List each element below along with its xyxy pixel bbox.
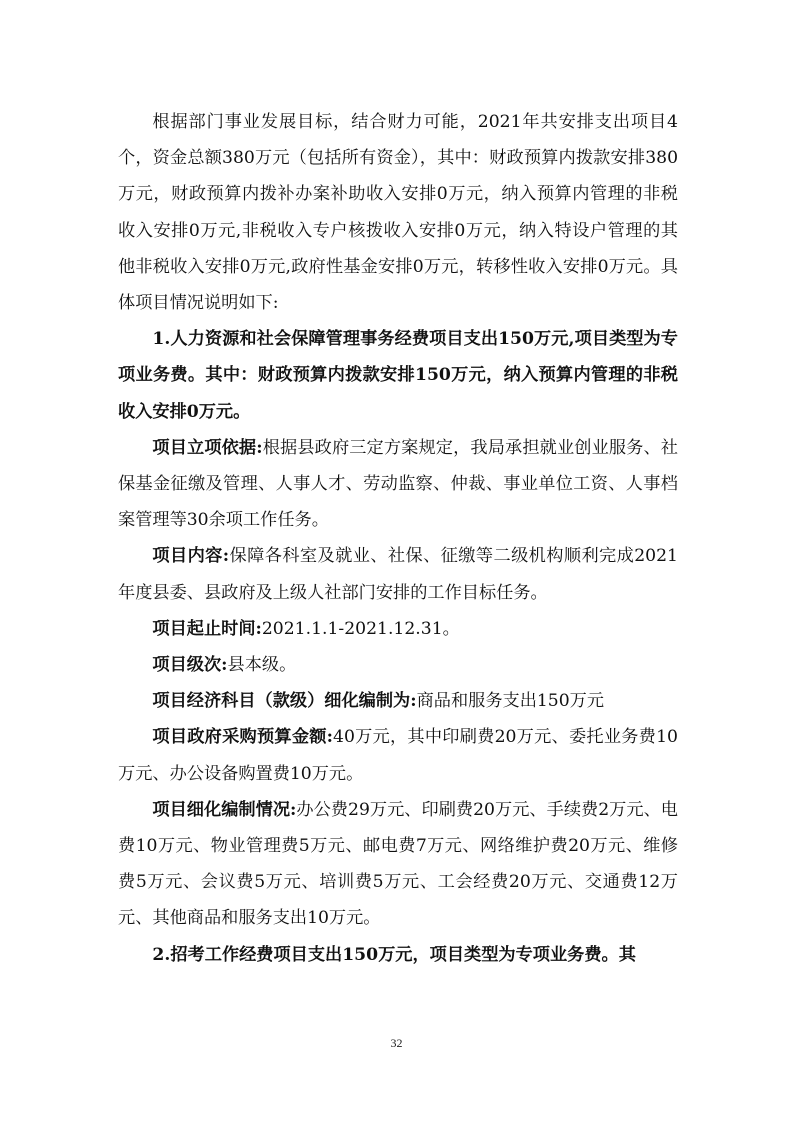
page-number: 32 bbox=[390, 1036, 403, 1050]
project-time-text: 2021.1.1-2021.12.31。 bbox=[261, 618, 460, 639]
project-detail-label: 项目细化编制情况: bbox=[152, 799, 297, 820]
project-time-label: 项目起止时间: bbox=[152, 618, 262, 639]
project-econ-label: 项目经济科目（款级）细化编制为: bbox=[152, 691, 417, 712]
project-purchase-label: 项目政府采购预算金额: bbox=[152, 727, 334, 748]
project-level-paragraph bbox=[118, 647, 678, 683]
project-basis-label: 项目立项依据: bbox=[152, 437, 263, 458]
project-content-paragraph bbox=[118, 538, 678, 610]
project-econ-text: 商品和服务支出150万元 bbox=[416, 691, 605, 712]
intro-paragraph: 根据部门事业发展目标，结合财力可能，2021年共安排支出项目4个，资金总额380万元（包括所有资金），其中：财政预算内拨款安排380万元，财政预算内拨补办案补助收入安排0万元，纳入预算内管理的非税收入安排0万元,非税收入专户核拨收入安排0万元，纳入特设户管理的其他非税收入安排0万元,政府性基金安排0万元，转移性收入安排0万元。具体项目情况说明如下: bbox=[118, 112, 678, 314]
project-detail-paragraph bbox=[118, 792, 678, 937]
project-econ-paragraph bbox=[118, 683, 678, 719]
document-body bbox=[118, 104, 678, 973]
project-purchase-paragraph bbox=[118, 719, 678, 791]
project-purchase-text: 40万元，其中印刷费20万元、委托业务费10万元、办公设备购置费10万元。 bbox=[118, 727, 678, 784]
project-detail-text: 办公费29万元、印刷费20万元、手续费2万元、电费10万元、物业管理费5万元、邮电费7万元、网络维护费20万元、维修费5万元、会议费5万元、培训费5万元、工会经费20万元、交通费12万元、其他商品和服务支出10万元。 bbox=[118, 799, 678, 929]
project-content-text: 保障各科室及就业、社保、征缴等二级机构顺利完成2021年度县委、县政府及上级人社部门安排的工作目标任务。 bbox=[118, 546, 678, 603]
project-basis-paragraph bbox=[118, 430, 678, 539]
project-level-label: 项目级次: bbox=[152, 655, 228, 676]
project-time-paragraph bbox=[118, 611, 678, 647]
project-basis-text: 根据县政府三定方案规定，我局承担就业创业服务、社保基金征缴及管理、人事人才、劳动监察、仲裁、事业单位工资、人事档案管理等30余项工作任务。 bbox=[118, 437, 678, 531]
project-2-heading: 2.招考工作经费项目支出150万元，项目类型为专项业务费。其 bbox=[152, 944, 636, 965]
project-level-text: 县本级。 bbox=[227, 655, 297, 676]
project-1-heading: 1.人力资源和社会保障管理事务经费项目支出150万元,项目类型为专项业务费。其中：财政预算内拨款安排150万元，纳入预算内管理的非税收入安排0万元。 bbox=[118, 329, 678, 422]
project-content-label: 项目内容: bbox=[152, 546, 230, 567]
